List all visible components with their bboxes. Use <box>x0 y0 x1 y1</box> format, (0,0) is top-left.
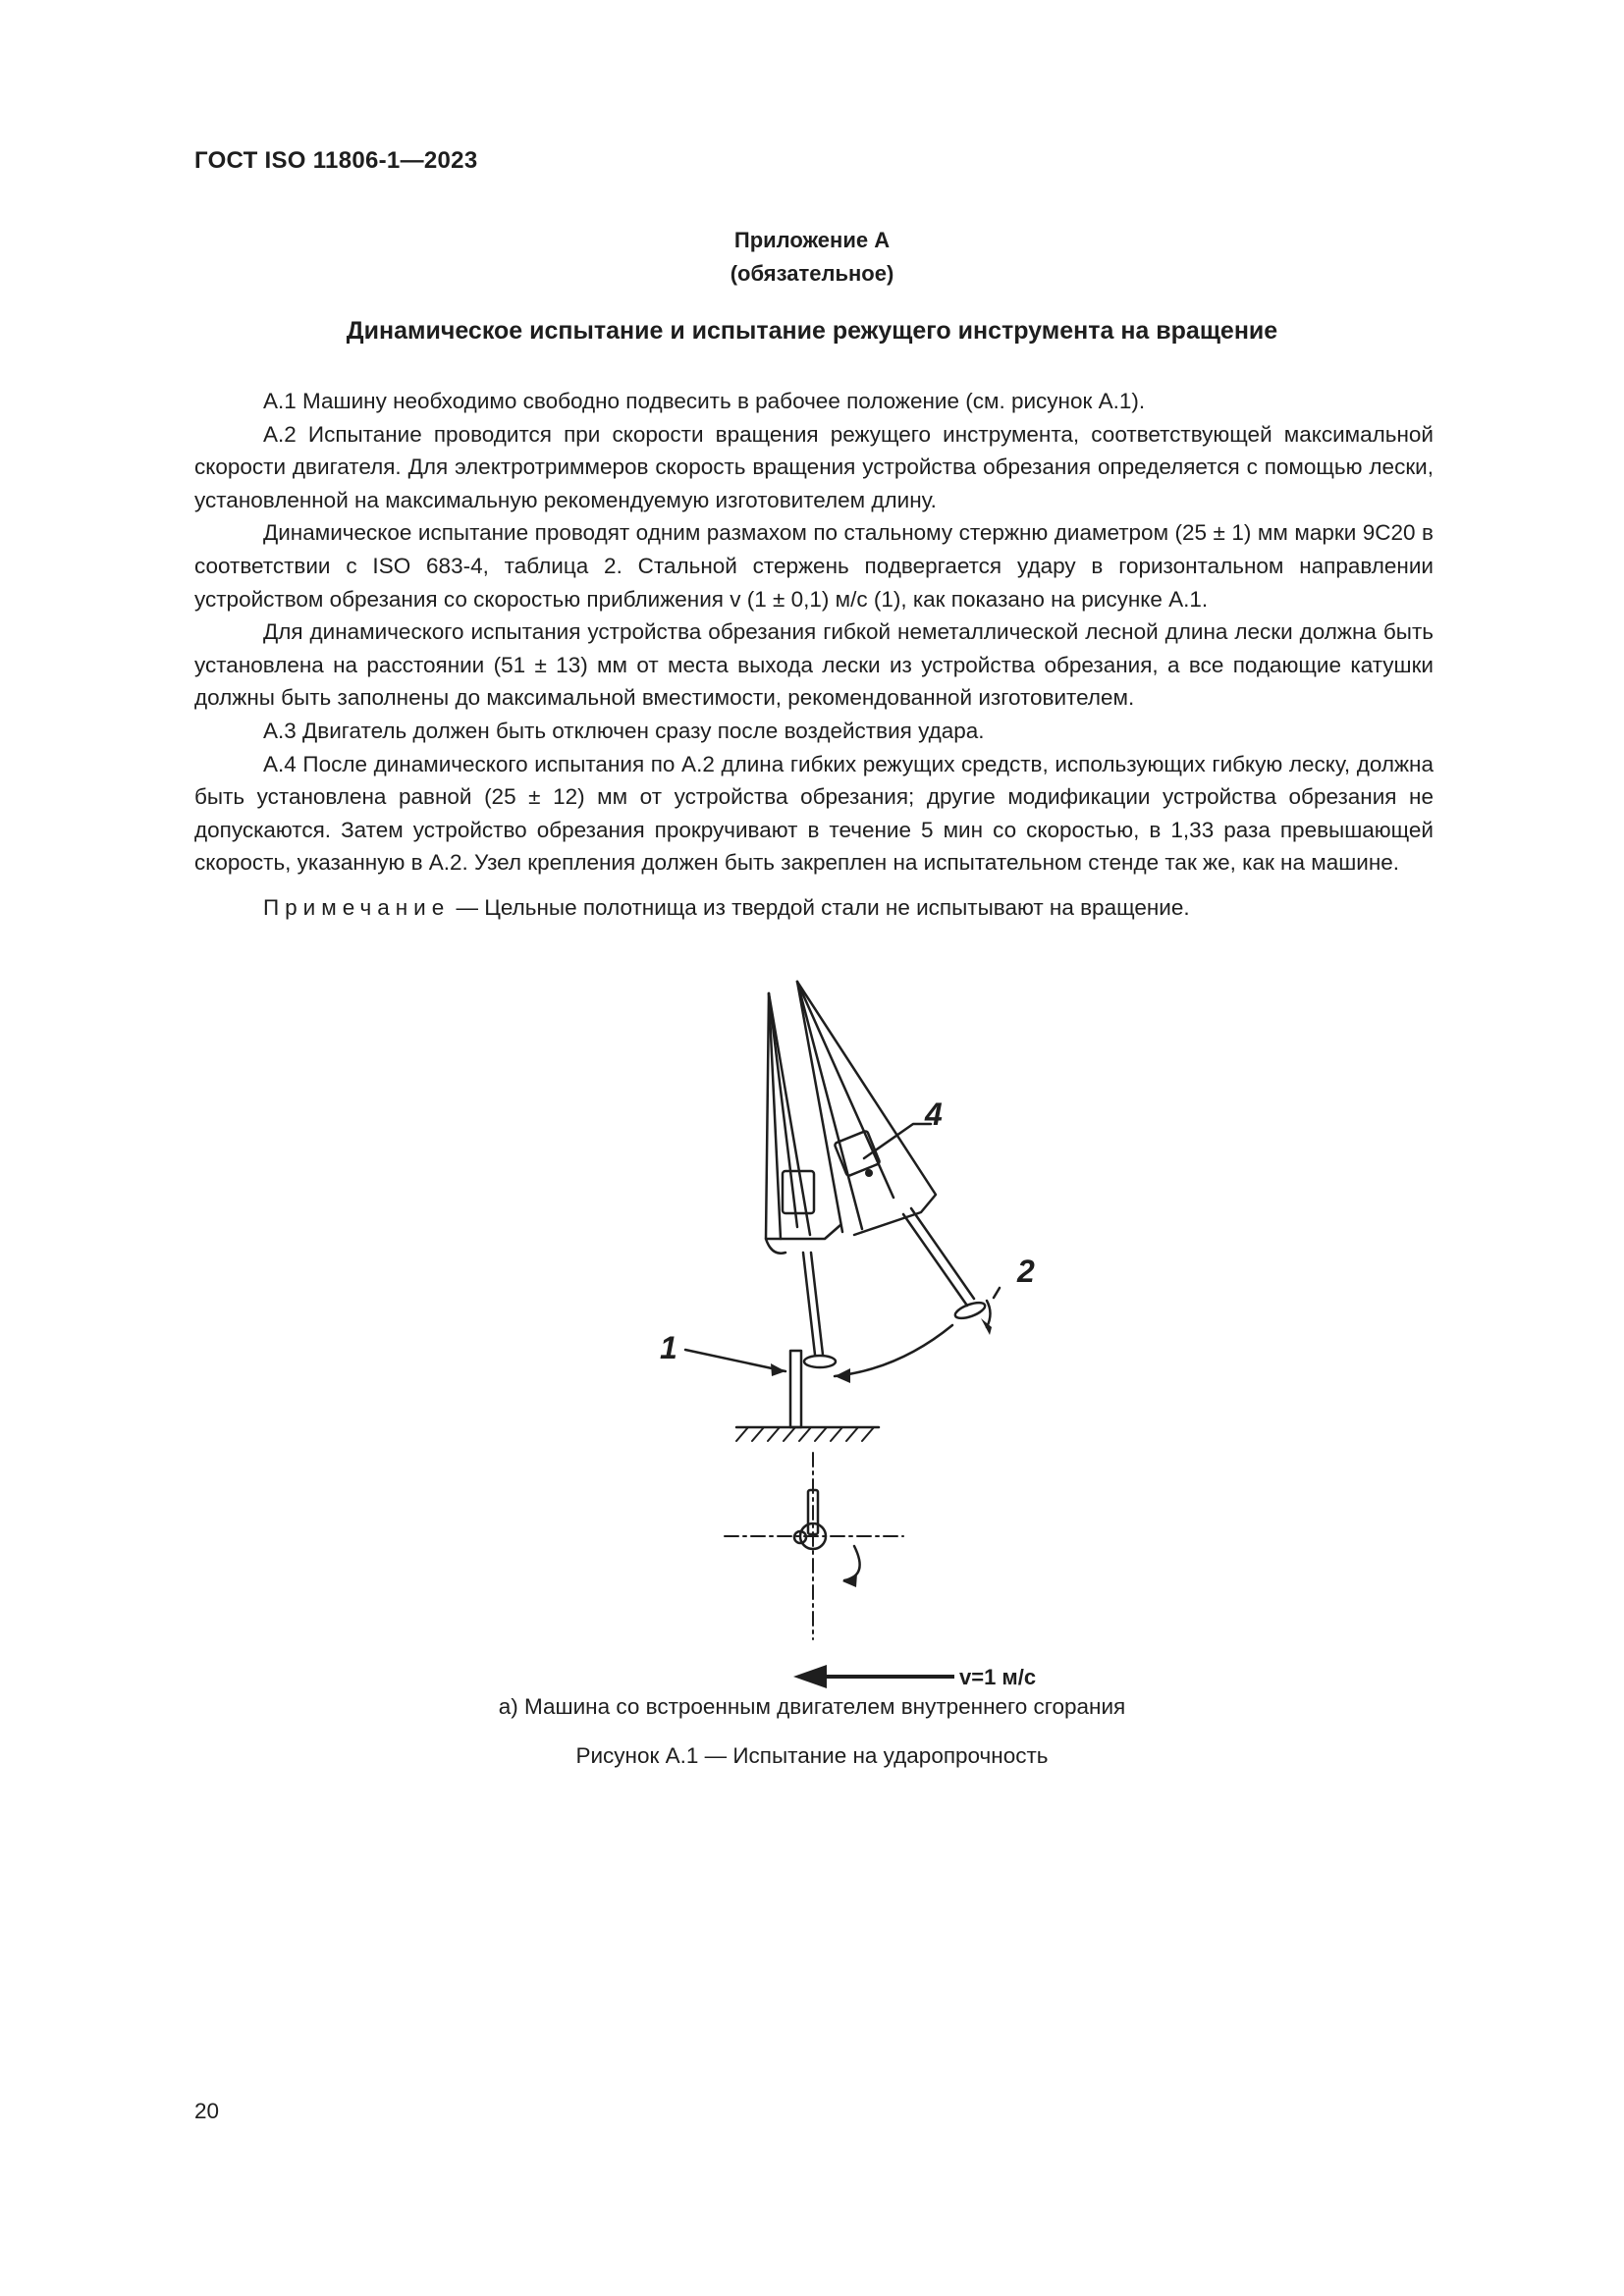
note-text: — Цельные полотнища из твердой стали не испытывают на вращение. <box>450 894 1190 920</box>
rotation-arrow-2 <box>987 1301 991 1327</box>
annex-heading <box>0 224 1624 291</box>
paragraph-a3: А.3 Двигатель должен быть отключен сразу после воздействия удара. <box>263 718 985 743</box>
engine-housing <box>783 1171 814 1213</box>
label-1: 1 <box>660 1330 677 1365</box>
machine-position-swung <box>797 982 987 1321</box>
label-2: 2 <box>1017 1254 1035 1289</box>
document-header: ГОСТ ISO 11806-1—2023 <box>194 147 478 174</box>
swing-path <box>835 1325 952 1376</box>
label-4: 4 <box>925 1096 943 1132</box>
paragraph-a4: А.4 После динамического испытания по А.2 длина гибких режущих средств, использующих гибкую леску, должна быть установлена равной (25 ± 12) мм от устройства обрезания; другие модификации устройства обрезания не допускаются. Затем устройство обрезания прокручивают в течение 5 мин со скоростью, в 1,33 раза превышающей скорость, указанную в А.2. Узел крепления должен быть закреплен на испытательном стенде так же, как на машине. <box>194 751 1434 876</box>
paragraph-line-length: Для динамического испытания устройства обрезания гибкой неметаллической лесной длина лески должна быть установлена на расстоянии (51 ± 13) мм от места выхода лески из устройства обрезания, а все подающие катушки должны быть заполнены до максимальной вместимости, рекомендованной изготовителем. <box>194 619 1434 711</box>
paragraph-dynamic-test: Динамическое испытание проводят одним размахом по стальному стержню диаметром (25 ± 1) мм марки 9С20 в соответствии с ISO 683-4, таблица 2. Стальной стержень подвергается удару в горизонтальном направлении устройством обрезания со скоростью приближения v (1 ± 0,1) м/с (1), как показано на рисунке А.1. <box>194 520 1434 612</box>
leader-4 <box>864 1124 931 1158</box>
leader-1 <box>685 1350 785 1371</box>
steel-rod <box>736 1351 879 1441</box>
plan-view <box>725 1453 903 1639</box>
page-number: 20 <box>194 2099 220 2123</box>
velocity-label: v=1 м/с <box>959 1665 1037 1689</box>
section-title: Динамическое испытание и испытание режущего инструмента на вращение <box>346 317 1278 345</box>
engine-housing-swung <box>835 1131 881 1177</box>
annex-title: Приложение А <box>733 228 891 252</box>
figure-subcaption: а) Машина со встроенным двигателем внутреннего сгорания <box>498 1694 1126 1719</box>
figure-caption: Рисунок А.1 — Испытание на ударопрочность <box>575 1743 1049 1768</box>
note-label: Примечание <box>263 894 451 920</box>
paragraph-a2: А.2 Испытание проводится при скорости вращения режущего инструмента, соответствующей максимальной скорости двигателя. Для электротриммеров скорость вращения устройства обрезания определяется с помощью лески, установленной на максимальную рекомендуемую изготовителем длину. <box>194 421 1434 512</box>
body-text <box>194 385 1434 925</box>
annex-status: (обязательное) <box>730 261 894 286</box>
machine-position-impact <box>766 993 840 1367</box>
note <box>194 891 1434 925</box>
paragraph-a1: А.1 Машину необходимо свободно подвесить в рабочее положение (см. рисунок А.1). <box>263 389 1146 413</box>
